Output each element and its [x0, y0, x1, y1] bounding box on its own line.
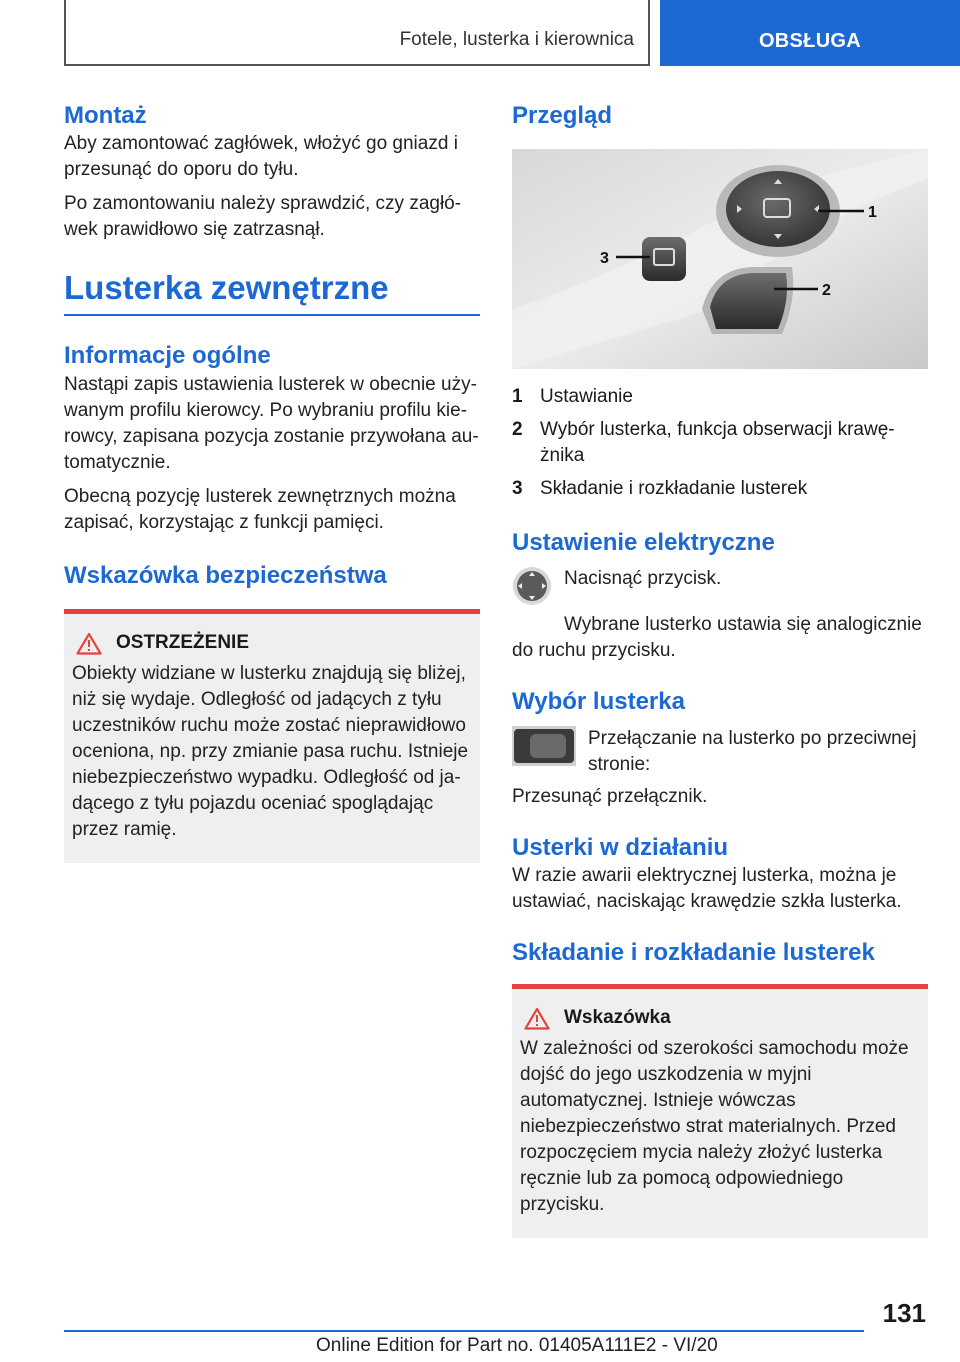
header-frame	[64, 0, 650, 66]
callout-1: 1	[868, 204, 877, 222]
section-title: Fotele, lusterka i kierownica	[399, 29, 634, 50]
chapter-tab[interactable]: OBSŁUGA	[660, 0, 960, 66]
warning-title: OSTRZEŻENIE	[116, 632, 250, 654]
legend-number: 1	[512, 386, 523, 408]
lusterka-heading: Lusterka zewnętrzne	[64, 267, 480, 316]
page-number: 131	[882, 1298, 926, 1328]
mirror-selector-switch-icon	[512, 726, 576, 766]
callout-3: 3	[600, 250, 609, 268]
usterki-heading: Usterki w działaniu	[512, 833, 729, 861]
usterki-paragraph: W razie awarii elektrycznej lusterka, można je ustawiać, naciskając krawędzie szkła lusterka.	[512, 864, 902, 912]
warning-box	[64, 609, 480, 863]
elektryczne-heading: Ustawienie elektryczne	[512, 529, 775, 557]
montaz-paragraph-2: Po zamontowaniu należy sprawdzić, czy zagłówek prawidłowo się zatrzasnął.	[64, 193, 462, 241]
wybor-paragraph-1: Przełączanie na lusterko po przeciwnej stronie:	[588, 727, 917, 775]
info-paragraph-1: Nastąpi zapis ustawienia lusterek w obecnie używanym profilu kierowcy. Po wybraniu profilu kierowcy, zapisana pozycja zostanie przywołana automatycznie.	[64, 373, 479, 473]
warning-triangle-icon	[76, 632, 102, 655]
edition-info: Online Edition for Part no. 01405A111E2 - VI/20	[316, 1335, 718, 1356]
legend-text: Ustawianie	[540, 386, 633, 408]
montaz-heading: Montaż	[64, 102, 147, 129]
info-paragraph-2: Obecną pozycję lusterek zewnętrznych można zapisać, korzystając z funkcji pamięci.	[64, 485, 456, 533]
right-column	[512, 100, 928, 1238]
legend-number: 2	[512, 419, 523, 441]
left-column	[64, 100, 480, 863]
legend-text: Składanie i rozkładanie lusterek	[540, 478, 808, 500]
callout-2: 2	[822, 282, 831, 300]
note-text: W zależności od szerokości samochodu może dojść do jego uszkodzenia w myjni automatycznej. Istnieje wówczas niebezpieczeństwo strat materialnych. Przed rozpoczęciem mycia należy złożyć lusterka ręcznie lub za pomocą odpowiedniego przycisku.	[520, 1037, 909, 1215]
legend-item	[512, 417, 928, 469]
note-title: Wskazówka	[564, 1007, 671, 1029]
warning-text: Obiekty widziane w lusterku znajdują się bliżej, niż się wydaje. Odległość od jadących z tyłu uczestników ruchu może zostać nieprawidłowo oceniona, np. przy zmianie pasa ruchu. Istnieje niebezpieczeństwo wypadku. Odległość od jadącego z tyłu pojazdu oceniać spoglądając przez ramię.	[72, 662, 469, 840]
note-box	[512, 984, 928, 1238]
wybor-paragraph-2: Przesunąć przełącznik.	[512, 785, 708, 807]
info-heading: Informacje ogólne	[64, 342, 271, 370]
skladanie-heading: Składanie i rozkładanie lusterek	[512, 938, 875, 966]
photo-legend	[512, 384, 928, 502]
wybor-heading: Wybór lusterka	[512, 688, 685, 716]
mirror-control-photo	[512, 149, 928, 369]
footer-divider	[64, 1330, 864, 1332]
przeglad-heading: Przegląd	[512, 102, 613, 129]
warning-triangle-icon	[524, 1007, 550, 1030]
elektryczne-paragraph-1: Nacisnąć przycisk.	[564, 568, 722, 590]
montaz-paragraph-1: Aby zamontować zagłówek, włożyć go gniazd i przesunąć do oporu do tyłu.	[64, 133, 458, 181]
mirror-adjust-button-icon	[512, 566, 552, 606]
legend-text: Wybór lusterka, funkcja obserwacji krawężnika	[540, 419, 895, 467]
safety-heading: Wskazówka bezpieczeństwa	[64, 561, 387, 589]
legend-number: 3	[512, 478, 523, 500]
legend-item	[512, 384, 928, 410]
elektryczne-paragraph-2: Wybrane lusterko ustawia się analogicznie do ruchu przycisku.	[512, 614, 922, 662]
legend-item	[512, 476, 928, 502]
